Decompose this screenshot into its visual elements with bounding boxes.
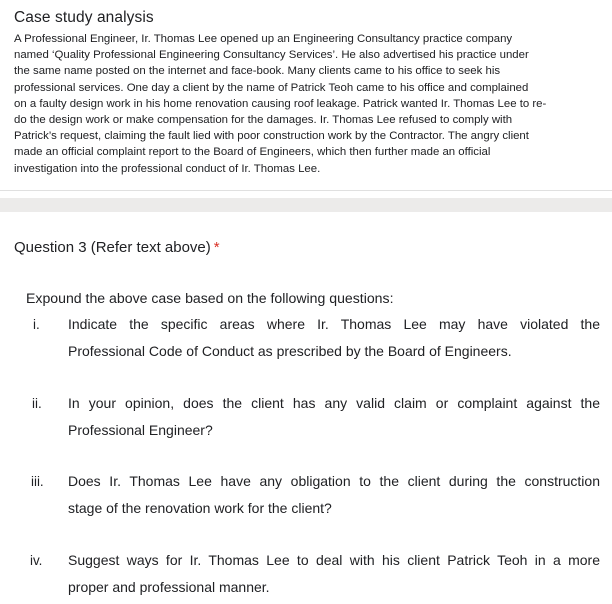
case-study-text: [14, 31, 604, 177]
required-asterisk: *: [213, 239, 220, 256]
case-text-line: professional services. One day a client by the name of Patrick Teoh came to his office and complained: [14, 81, 529, 94]
section-divider: [0, 198, 612, 212]
question-item-number: iv.: [30, 553, 43, 568]
case-text-line: made an official complaint report to the Board of Engineers, which then further made an official: [14, 146, 491, 159]
case-study-section: [0, 0, 612, 191]
question-item-line: Professional Code of Conduct as prescribed by the Board of Engineers.: [68, 343, 512, 359]
case-text-line: the same name posted on the internet and face-book. Many clients came to his office to seek his: [14, 65, 501, 78]
question-item-line: proper and professional manner.: [68, 579, 270, 595]
question-title: [14, 239, 220, 256]
case-study-title: Case study analysis: [14, 9, 154, 26]
question-item-line: Does Ir. Thomas Lee have any obligation to the client during the construction: [68, 473, 600, 489]
question-item-line: stage of the renovation work for the client?: [68, 500, 332, 516]
case-text-line: investigation into the professional conduct of Ir. Thomas Lee.: [14, 162, 321, 175]
question-item-number: ii.: [32, 396, 42, 411]
question-item-line: Suggest ways for Ir. Thomas Lee to deal with his client Patrick Teoh in a more: [68, 552, 600, 568]
case-text-line: do the design work or make compensation for the damages. Ir. Thomas Lee refused to comply with: [14, 114, 513, 127]
question-item-number: i.: [33, 317, 40, 332]
case-text-line: named ‘Quality Professional Engineering Consultancy Services’. He also advertised his practice under: [14, 49, 529, 62]
question-title-text: Question 3 (Refer text above): [14, 239, 211, 256]
question-item-line: Professional Engineer?: [68, 422, 213, 438]
case-text-line: A Professional Engineer, Ir. Thomas Lee opened up an Engineering Consultancy practice company: [14, 33, 513, 45]
question-item-number: iii.: [31, 474, 44, 489]
question-item-line: In your opinion, does the client has any valid claim or complaint against the: [68, 395, 600, 411]
question-item-line: Indicate the specific areas where Ir. Thomas Lee may have violated the: [68, 316, 600, 332]
question-intro: Expound the above case based on the following questions:: [26, 290, 394, 306]
case-text-line: Patrick’s request, claiming the fault lied with poor construction work by the Contractor. The angry client: [14, 130, 529, 143]
case-text-line: on a faulty design work in his home renovation causing roof leakage. Patrick wanted Ir. Thomas Lee to re-: [14, 97, 547, 110]
